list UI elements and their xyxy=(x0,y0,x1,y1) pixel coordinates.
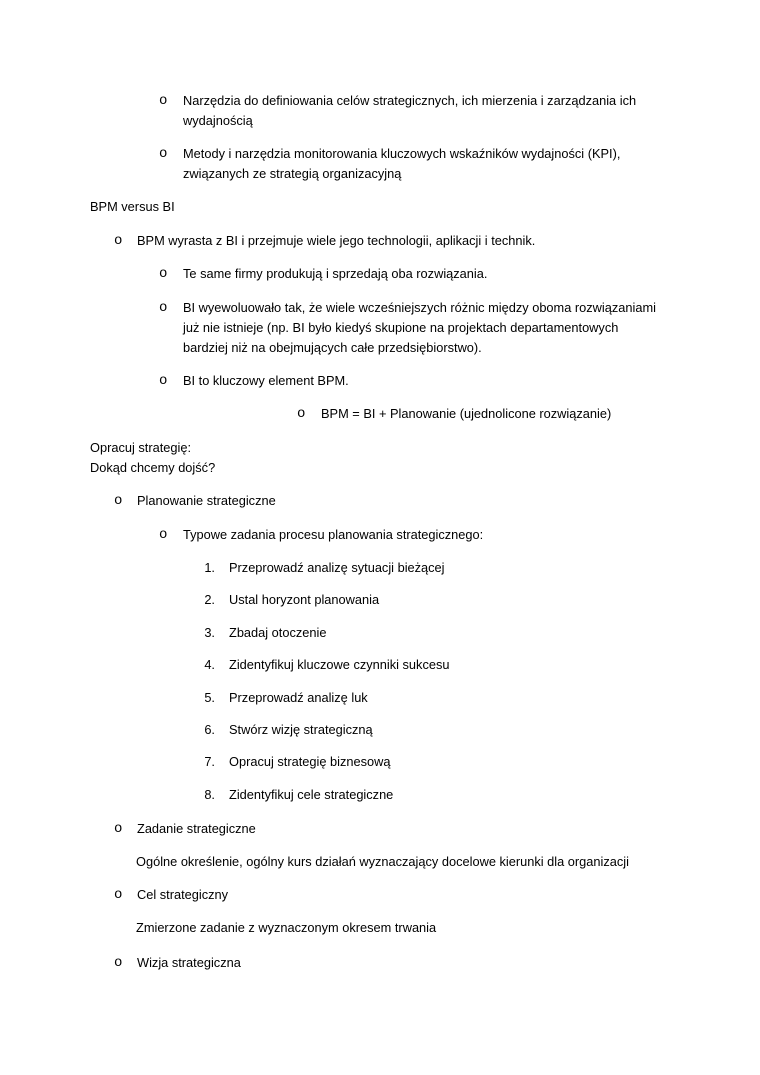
bullet-text xyxy=(183,525,483,545)
sub-bullet-item xyxy=(0,298,760,355)
section-heading: BPM versus BI xyxy=(90,199,175,214)
text-line: BPM wyrasta z BI i przejmuje wiele jego technologii, aplikacji i technik. xyxy=(137,233,536,248)
sub-bullet-item xyxy=(0,525,760,545)
bullet-text xyxy=(183,91,636,131)
text-line: już nie istnieje (np. BI było kiedyś skupione na projektach departamentowych xyxy=(183,320,619,335)
term-definition xyxy=(0,852,760,872)
term-label: Wizja strategiczna xyxy=(137,955,241,970)
numbered-step xyxy=(0,590,760,610)
text-line: Typowe zadania procesu planowania strategicznego: xyxy=(183,527,484,542)
step-text: Przeprowadź analizę sytuacji bieżącej xyxy=(229,560,445,575)
text-line: BI to kluczowy element BPM. xyxy=(183,373,349,388)
term-item xyxy=(0,953,760,973)
text-line: Te same firmy produkują i sprzedają oba rozwiązania. xyxy=(183,266,488,281)
bullet-text xyxy=(183,298,656,358)
text-line: Metody i narzędzia monitorowania kluczowych wskaźników wydajności (KPI), xyxy=(183,146,621,161)
bullet-text xyxy=(321,404,611,424)
bullet-marker: o xyxy=(159,93,168,109)
step-number: 1. xyxy=(204,560,215,575)
bullet-marker: o xyxy=(159,527,168,543)
bullet-item xyxy=(0,144,760,181)
numbered-step xyxy=(0,720,760,740)
numbered-step xyxy=(0,623,760,643)
term-definition xyxy=(0,918,760,938)
numbered-step xyxy=(0,785,760,805)
bullet-marker: o xyxy=(114,887,123,903)
heading-line: Opracuj strategię: xyxy=(90,440,192,455)
step-number: 5. xyxy=(204,690,215,705)
numbered-step xyxy=(0,558,760,578)
text-line: BI wyewoluowało tak, że wiele wcześniejszych różnic między oboma rozwiązaniami xyxy=(183,300,656,315)
numbered-step xyxy=(0,655,760,675)
step-number: 7. xyxy=(204,754,215,769)
sub-bullet-item xyxy=(0,264,760,284)
definition-text: Ogólne określenie, ogólny kurs działań wyznaczający docelowe kierunki dla organizacji xyxy=(136,854,629,869)
bullet-item xyxy=(0,231,760,251)
nested-bullet-item xyxy=(0,404,760,424)
text-line: Planowanie strategiczne xyxy=(137,493,276,508)
bullet-item xyxy=(0,91,760,128)
text-line: wydajnością xyxy=(183,113,253,128)
step-text: Ustal horyzont planowania xyxy=(229,592,380,607)
bullet-text xyxy=(183,371,349,391)
numbered-step xyxy=(0,752,760,772)
bullet-text xyxy=(137,491,276,511)
text-line: BPM = BI + Planowanie (ujednolicone rozwiązanie) xyxy=(321,406,612,421)
heading-line: Dokąd chcemy dojść? xyxy=(90,460,216,475)
bullet-marker: o xyxy=(114,821,123,837)
step-text: Zbadaj otoczenie xyxy=(229,625,327,640)
step-text: Stwórz wizję strategiczną xyxy=(229,722,373,737)
step-number: 4. xyxy=(204,657,215,672)
section-heading xyxy=(90,438,215,478)
term-item xyxy=(0,885,760,905)
step-number: 8. xyxy=(204,787,215,802)
term-label: Cel strategiczny xyxy=(137,887,229,902)
term-item xyxy=(0,819,760,839)
bullet-marker: o xyxy=(159,300,168,316)
step-text: Zidentyfikuj kluczowe czynniki sukcesu xyxy=(229,657,450,672)
step-number: 2. xyxy=(204,592,215,607)
bullet-text xyxy=(137,231,535,251)
step-text: Zidentyfikuj cele strategiczne xyxy=(229,787,394,802)
numbered-step xyxy=(0,688,760,708)
definition-text: Zmierzone zadanie z wyznaczonym okresem trwania xyxy=(136,920,437,935)
bullet-marker: o xyxy=(159,373,168,389)
step-text: Przeprowadź analizę luk xyxy=(229,690,368,705)
bullet-marker: o xyxy=(159,146,168,162)
step-number: 6. xyxy=(204,722,215,737)
text-line: Narzędzia do definiowania celów strategicznych, ich mierzenia i zarządzania ich xyxy=(183,93,637,108)
text-line: bardziej niż na obejmujących całe przedsiębiorstwo). xyxy=(183,340,482,355)
step-text: Opracuj strategię biznesową xyxy=(229,754,391,769)
step-number: 3. xyxy=(204,625,215,640)
text-line: związanych ze strategią organizacyjną xyxy=(183,166,402,181)
bullet-marker: o xyxy=(159,266,168,282)
term-label: Zadanie strategiczne xyxy=(137,821,256,836)
bullet-text xyxy=(183,264,487,284)
bullet-marker: o xyxy=(114,233,123,249)
sub-bullet-item xyxy=(0,371,760,391)
bullet-marker: o xyxy=(114,493,123,509)
bullet-marker: o xyxy=(297,406,306,422)
bullet-text xyxy=(183,144,620,184)
bullet-item xyxy=(0,491,760,511)
bullet-marker: o xyxy=(114,955,123,971)
